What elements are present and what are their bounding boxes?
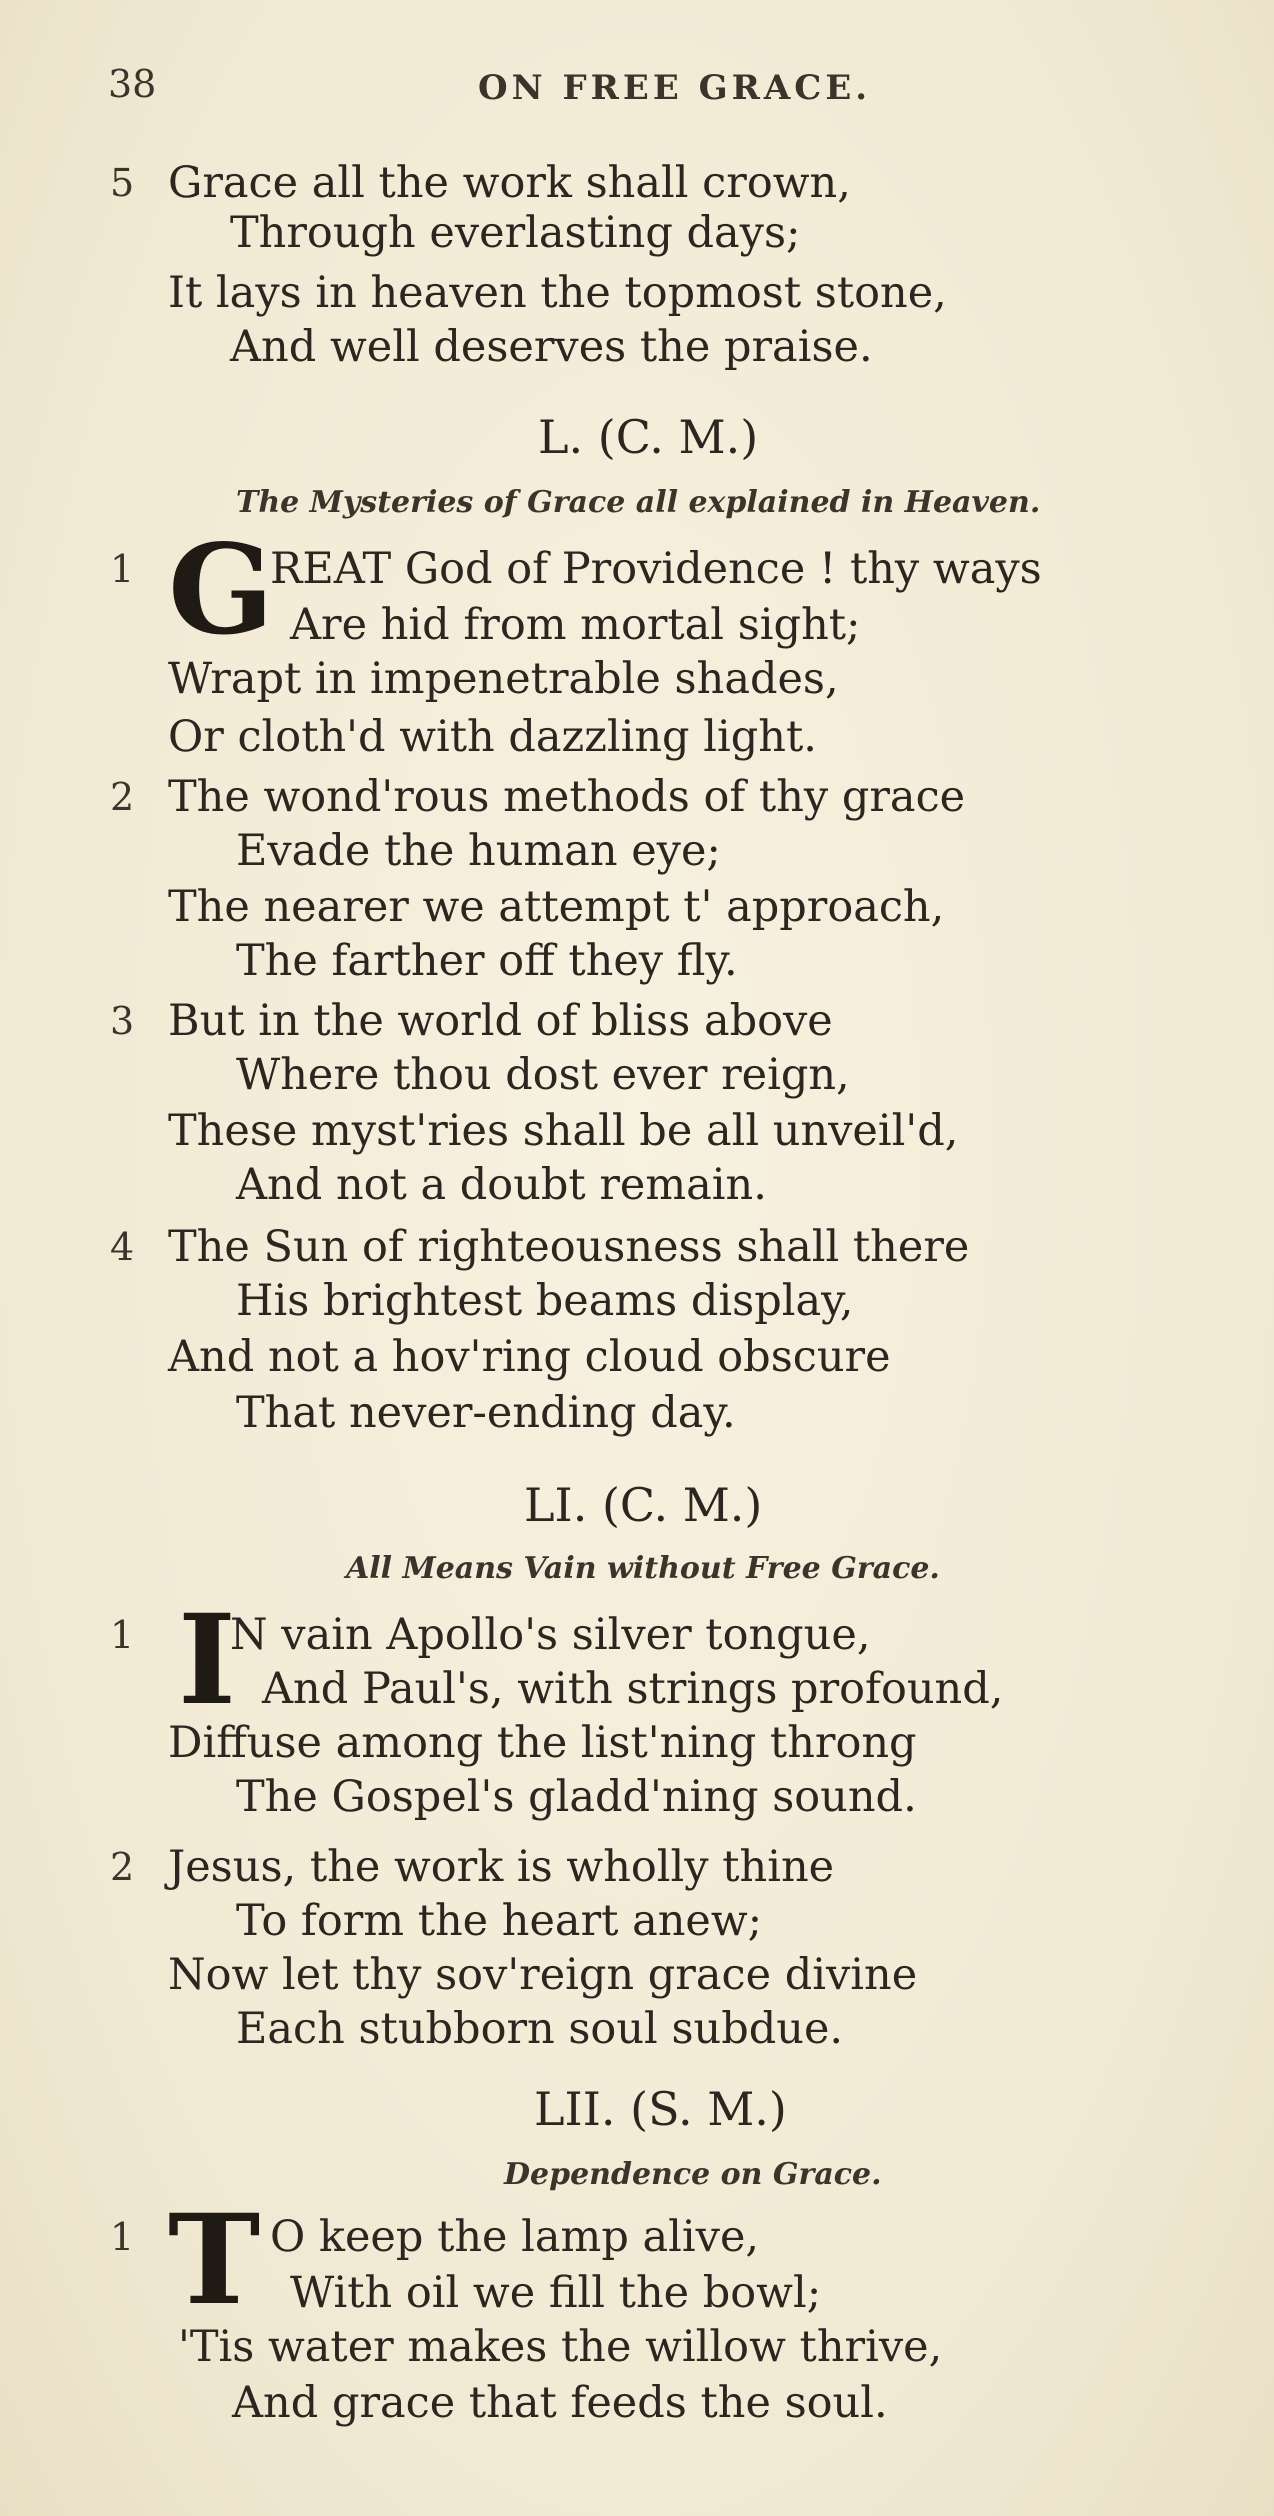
verse-line: Evade the human eye; [236,826,721,876]
verse-line: These myst'ries shall be all unveil'd, [168,1106,959,1156]
verse-line: Or cloth'd with dazzling light. [168,712,817,762]
hymn-subtitle: Dependence on Grace. [504,2157,882,2192]
verse-line: Each stubborn soul subdue. [236,2004,844,2054]
running-title: ON FREE GRACE. [478,68,872,108]
verse-line: With oil we fill the bowl; [290,2268,822,2318]
verse-line: But in the world of bliss above [168,996,833,1046]
verse-line: The farther off they fly. [236,936,738,986]
stanza-number: 1 [110,547,135,591]
verse-line: And Paul's, with strings profound, [262,1664,1004,1714]
verse-line: Diffuse among the list'ning throng [168,1718,917,1768]
verse-line: It lays in heaven the topmost stone, [168,268,947,318]
hymn-title: L. (C. M.) [538,410,759,464]
verse-line: Now let thy sov'reign grace divine [168,1950,918,2000]
verse-line: The nearer we attempt t' approach, [168,882,945,932]
drop-cap: T [168,2188,261,2333]
verse-line: REAT God of Providence ! thy ways [270,544,1042,594]
page-header [108,62,1208,122]
verse-line: Where thou dost ever reign, [236,1050,850,1100]
stanza-number: 3 [110,999,135,1043]
drop-cap: G [168,518,274,663]
verse-line: 'Tis water makes the willow thrive, [178,2322,943,2372]
verse-line: O keep the lamp alive, [270,2212,760,2262]
stanza-number: 1 [110,1613,135,1657]
verse-line: His brightest beams display, [236,1276,854,1326]
verse-line: Jesus, the work is wholly thine [168,1842,835,1892]
drop-cap: I [178,1588,237,1733]
stanza-number: 4 [110,1225,135,1269]
page-number: 38 [108,62,157,106]
stanza-number: 2 [110,1845,135,1889]
hymn-subtitle: All Means Vain without Free Grace. [346,1551,940,1586]
verse-line: To form the heart anew; [236,1896,763,1946]
stanza-number: 5 [110,161,135,205]
verse-line: And grace that feeds the soul. [232,2378,888,2428]
stanza-number: 2 [110,775,135,819]
verse-line: N vain Apollo's silver tongue, [230,1610,871,1660]
hymn-subtitle: The Mysteries of Grace all explained in Heaven. [236,485,1041,520]
verse-line: That never-ending day. [236,1388,736,1438]
verse-line: The Sun of righteousness shall there [168,1222,970,1272]
verse-line: And well deserves the praise. [230,322,873,372]
hymn-title: LII. (S. M.) [534,2082,787,2136]
verse-line: The wond'rous methods of thy grace [168,772,966,822]
stanza-number: 1 [110,2215,135,2259]
verse-line: And not a doubt remain. [236,1160,767,1210]
verse-line: Are hid from mortal sight; [290,600,861,650]
hymn-title: LI. (C. M.) [524,1478,763,1532]
verse-line: And not a hov'ring cloud obscure [168,1332,891,1382]
verse-line: The Gospel's gladd'ning sound. [236,1772,917,1822]
verse-line: Wrapt in impenetrable shades, [168,654,839,704]
verse-line: Through everlasting days; [230,208,801,258]
verse-line: Grace all the work shall crown, [168,158,851,208]
